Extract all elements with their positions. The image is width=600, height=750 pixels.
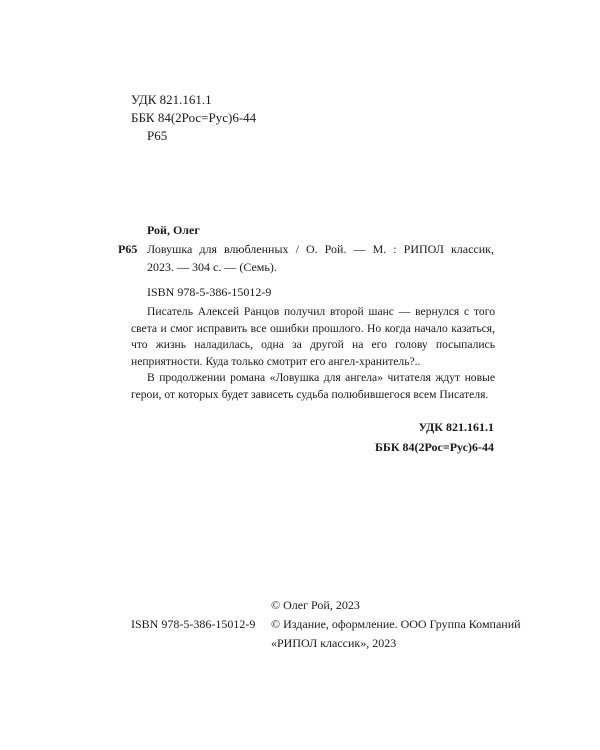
annotation-paragraph-1: Писатель Алексей Ранцов получил второй шанс — вернулся с того света и смог исправить все ошибки прошлого. Но когда начало казаться, что жизнь наладилась, одна за другой на его голову посыпались неприятности. Куда только смотрит его ангел-хранитель?.. [131,305,495,368]
author-name: Рой, Олег [147,223,200,237]
description-line-2: 2023. — 304 с. — (Семь). [147,260,277,274]
copyright-publisher: © Издание, оформление. ООО Группа Компаний [271,617,521,631]
annotation [131,304,495,403]
bbk-code-bottom: ББК 84(2Рос=Рус)6-44 [374,440,494,454]
bbk-code: ББК 84(2Рос=Рус)6-44 [131,110,257,125]
copyright-publisher-name: «РИПОЛ классик», 2023 [271,636,397,650]
isbn-footer: ISBN 978-5-386-15012-9 [131,617,256,631]
copyright-author: © Олег Рой, 2023 [271,598,360,612]
annotation-paragraph-2: В продолжении романа «Ловушка для ангела» читателя ждут новые герои, от которых будет зависеть судьба полюбившегося всем Писателя. [131,371,495,401]
description-line-1: Ловушка для влюбленных / О. Рой. — М. : РИПОЛ классик, [147,242,494,256]
author-mark: Р65 [147,128,168,143]
udk-code: УДК 821.161.1 [131,92,212,107]
udk-code-bottom: УДК 821.161.1 [418,420,494,434]
record-mark: Р65 [118,242,138,256]
isbn-record: ISBN 978-5-386-15012-9 [147,285,272,299]
